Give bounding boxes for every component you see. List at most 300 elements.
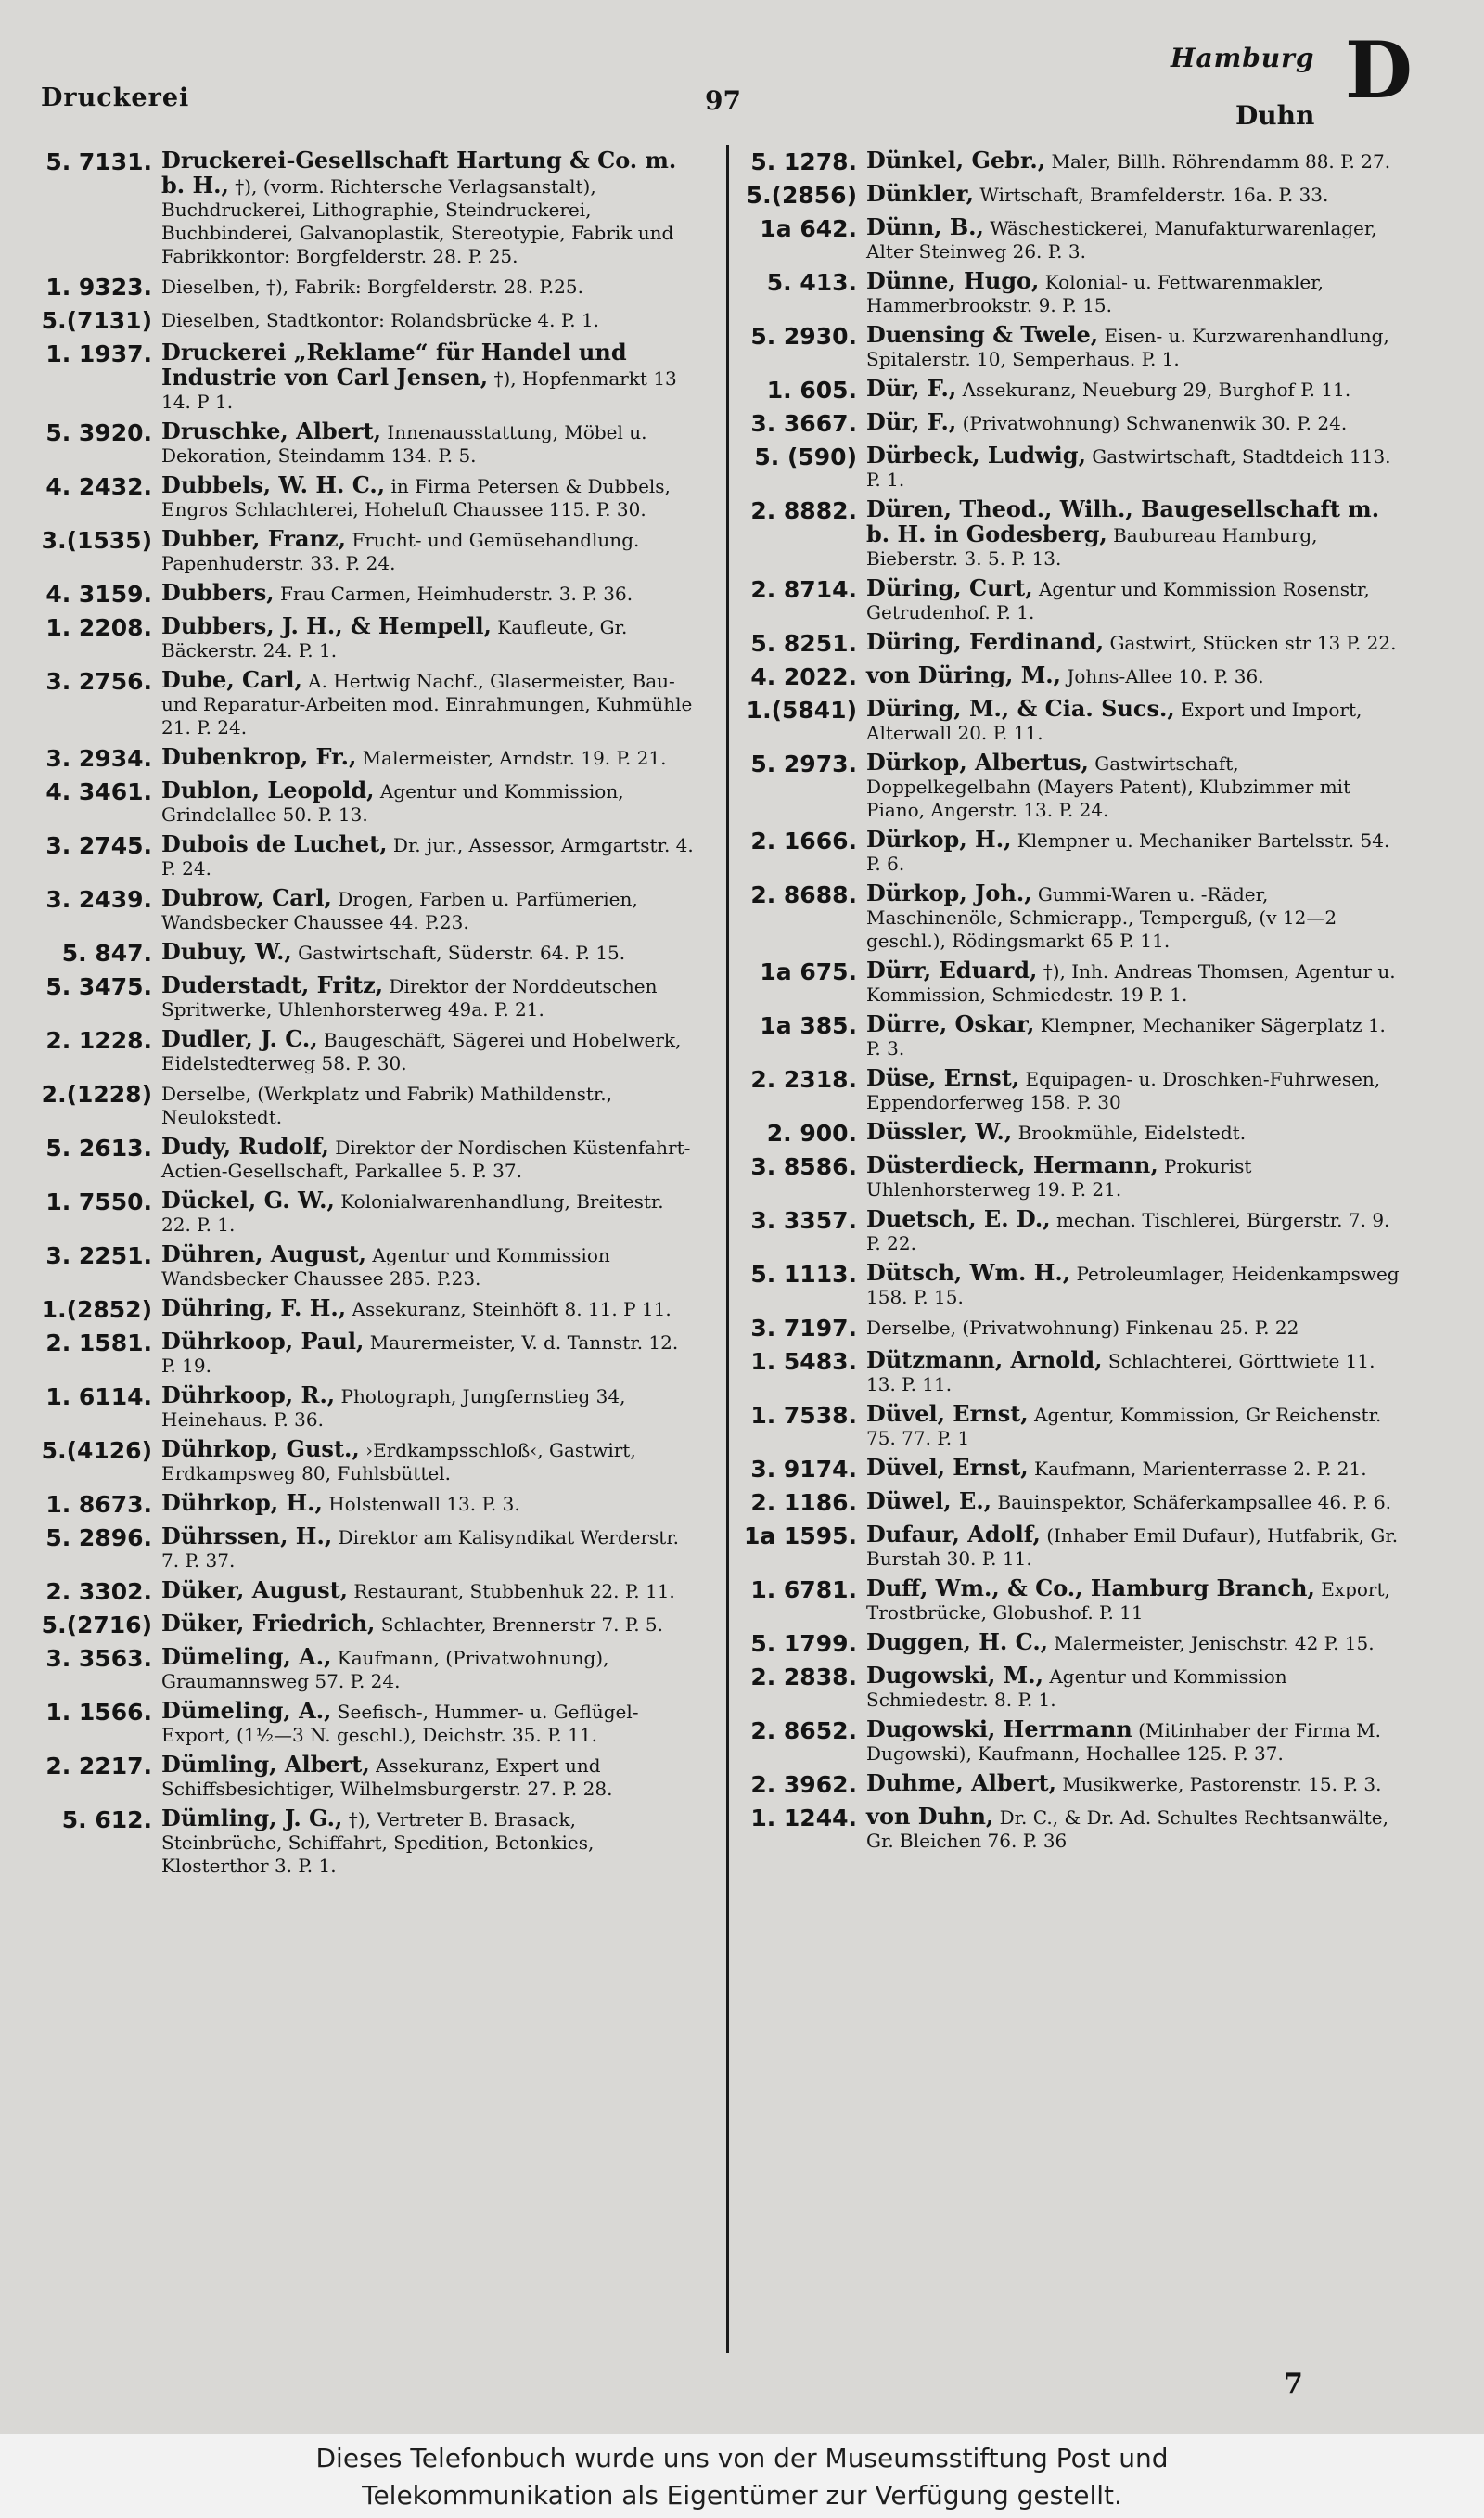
entry-text — [161, 778, 697, 827]
directory-entry — [37, 307, 697, 335]
phone-number: 3. 3667. — [750, 410, 857, 437]
phone-number: 3. 2439. — [45, 886, 152, 913]
subscriber-details: Dr. jur., Assessor, Armgartstr. 4. P. 24. — [161, 834, 694, 880]
phone-number: 5. 847. — [61, 940, 152, 967]
subscriber-details: Export, Trostbrücke, Globushof. P. 11 — [866, 1578, 1390, 1624]
subscriber-name: Dürkop, Albertus, — [866, 749, 1089, 776]
entry-text — [161, 1242, 697, 1291]
directory-entry — [37, 614, 697, 662]
entry-text — [866, 148, 1404, 176]
phone-number: 3. 2756. — [45, 668, 152, 695]
entry-text — [161, 1753, 697, 1801]
subscriber-details: Agentur und Kommission Rosenstr, Getrudenhof. P. 1. — [866, 578, 1370, 623]
subscriber-name: Dührssen, H., — [161, 1522, 333, 1549]
phone-number: 3. 2251. — [45, 1242, 152, 1269]
subscriber-details: †), Hopfenmarkt 13 14. P 1. — [161, 367, 677, 413]
subscriber-details: Assekuranz, Steinhöft 8. 11. P 11. — [352, 1298, 672, 1320]
directory-entry — [37, 1242, 697, 1291]
phone-number: 3. 3563. — [45, 1645, 152, 1672]
subscriber-name: Dudy, Rudolf, — [161, 1133, 329, 1160]
subscriber-name: Dürr, Eduard, — [866, 957, 1038, 983]
entry-text — [161, 419, 697, 468]
subscriber-details: Wirtschaft, Bramfelderstr. 16a. P. 33. — [979, 184, 1329, 206]
subscriber-name: Dünne, Hugo, — [866, 267, 1040, 294]
subscriber-name: Dützmann, Arnold, — [866, 1346, 1103, 1373]
subscriber-details: mechan. Tischlerei, Bürgerstr. 7. 9. P. 22. — [866, 1209, 1390, 1254]
phone-number: 5.(2716) — [41, 1612, 152, 1638]
phone-number: 5.(7131) — [41, 307, 152, 334]
entry-text — [161, 1296, 697, 1324]
phone-number: 5. 8251. — [750, 630, 857, 657]
phone-number: 5. 3475. — [45, 973, 152, 1000]
directory-entry — [37, 1330, 697, 1378]
directory-entry — [742, 751, 1404, 822]
entry-text — [866, 1153, 1404, 1201]
phone-number: 2. 2217. — [45, 1753, 152, 1779]
phone-number: 5. 612. — [61, 1806, 152, 1833]
phone-number: 2. 3302. — [45, 1578, 152, 1605]
subscriber-details: Dieselben, †), Fabrik: Borgfelderstr. 28. P.25. — [161, 276, 583, 298]
phone-number: 1. 1244. — [750, 1805, 857, 1831]
subscriber-details: Gummi-Waren u. -Räder, Maschinenöle, Schmierapp., Temperguß, (v 12—2 geschl.), Rödingsmarkt 65 P. 11. — [866, 883, 1337, 952]
phone-number: 3. 8586. — [750, 1153, 857, 1180]
entry-text — [866, 1207, 1404, 1255]
directory-entry — [37, 148, 697, 268]
footer-page-mark: 7 — [1284, 2368, 1303, 2400]
phone-number: 2. 8688. — [750, 881, 857, 908]
entry-text — [161, 973, 697, 1021]
entry-text — [161, 745, 697, 773]
entry-text — [866, 576, 1404, 624]
subscriber-details: Schlachterei, Görttwiete 11. 13. P. 11. — [866, 1350, 1375, 1395]
subscriber-details: Petroleumlager, Heidenkampsweg 158. P. 15. — [866, 1263, 1400, 1308]
directory-entry — [37, 527, 697, 575]
entry-text — [161, 1699, 697, 1747]
phone-number: 5. 3920. — [45, 419, 152, 446]
subscriber-name: Dühren, August, — [161, 1240, 367, 1267]
phone-number: 2. 1228. — [45, 1027, 152, 1054]
ownership-caption — [0, 2434, 1484, 2518]
phone-number: 5. 7131. — [45, 148, 152, 175]
entry-text — [161, 148, 697, 268]
entry-text — [161, 940, 697, 968]
subscriber-details: Baugeschäft, Sägerei und Hobelwerk, Eidelstedterweg 58. P. 30. — [161, 1029, 682, 1074]
subscriber-details: Klempner, Mechaniker Sägerplatz 1. P. 3. — [866, 1014, 1386, 1060]
subscriber-details: Seefisch-, Hummer- u. Geflügel-Export, (1½—3 N. geschl.), Deichstr. 35. P. 11. — [161, 1701, 639, 1746]
subscriber-details: Kaufleute, Gr. Bäckerstr. 24. P. 1. — [161, 616, 628, 662]
phone-number: 5.(4126) — [41, 1437, 152, 1464]
phone-number: 5. 1113. — [750, 1261, 857, 1288]
phone-number: 2. 1186. — [750, 1489, 857, 1516]
entry-text — [161, 1437, 697, 1485]
subscriber-name: Düvel, Ernst, — [866, 1400, 1029, 1427]
phone-number: 5. 413. — [766, 269, 857, 296]
subscriber-name: Düren, Theod., Wilh., Baugesellschaft m. b. H. in Godesberg, — [866, 495, 1380, 547]
directory-entry — [742, 1576, 1404, 1625]
subscriber-details: †), Inh. Andreas Thomsen, Agentur u. Kommission, Schmiedestr. 19 P. 1. — [866, 960, 1396, 1006]
phone-number: 2. 8714. — [750, 576, 857, 603]
subscriber-details: Kolonialwarenhandlung, Breitestr. 22. P. 1. — [161, 1190, 664, 1236]
subscriber-details: Equipagen- u. Droschken-Fuhrwesen, Eppendorferweg 158. P. 30 — [866, 1068, 1381, 1113]
subscriber-details: †), Vertreter B. Brasack, Steinbrüche, Schiffahrt, Spedition, Betonkies, Klosterthor 3. P. 1. — [161, 1808, 595, 1877]
directory-entry — [37, 1753, 697, 1801]
page-number: 97 — [705, 85, 741, 116]
subscriber-details: Gastwirtschaft, Doppelkegelbahn (Mayers Patent), Klubzimmer mit Piano, Angerstr. 13. P. 24. — [866, 752, 1351, 821]
directory-entry — [37, 1081, 697, 1129]
directory-entry — [37, 581, 697, 609]
directory-entry — [742, 1456, 1404, 1484]
subscriber-name: Düvel, Ernst, — [866, 1454, 1029, 1481]
phone-number: 3. 3357. — [750, 1207, 857, 1234]
entry-text — [866, 1664, 1404, 1712]
subscriber-name: Düker, August, — [161, 1576, 349, 1603]
directory-entry — [742, 1771, 1404, 1799]
subscriber-name: Dünkler, — [866, 180, 974, 207]
directory-entry — [742, 410, 1404, 438]
subscriber-name: Dütsch, Wm. H., — [866, 1259, 1071, 1286]
phone-number: 1. 7550. — [45, 1188, 152, 1215]
directory-entry — [742, 1315, 1404, 1343]
entry-text — [161, 1188, 697, 1237]
directory-entry — [37, 745, 697, 773]
subscriber-details: Kaufmann, Marienterrasse 2. P. 21. — [1034, 1458, 1367, 1480]
phone-number: 5. 2930. — [750, 323, 857, 350]
entry-text — [161, 832, 697, 880]
subscriber-name: Dühring, F. H., — [161, 1294, 347, 1321]
directory-entry — [37, 1188, 697, 1237]
subscriber-name: Düssler, W., — [866, 1118, 1013, 1145]
subscriber-details: Holstenwall 13. P. 3. — [328, 1493, 520, 1515]
subscriber-details: Musikwerke, Pastorenstr. 15. P. 3. — [1062, 1773, 1382, 1795]
subscriber-name: Dür, F., — [866, 375, 957, 402]
entry-text — [161, 1330, 697, 1378]
entry-text — [866, 828, 1404, 876]
subscriber-details: Brookmühle, Eidelstedt. — [1017, 1122, 1247, 1144]
entry-text — [866, 323, 1404, 371]
subscriber-name: Dür, F., — [866, 408, 957, 435]
city-header: Hamburg — [1171, 43, 1315, 73]
subscriber-details: Klempner u. Mechaniker Bartelsstr. 54. P. 6. — [866, 829, 1390, 875]
phone-number: 5. (590) — [754, 443, 857, 470]
phone-number: 1. 2208. — [45, 614, 152, 641]
subscriber-name: Dugowski, Herrmann — [866, 1715, 1132, 1742]
directory-entry — [37, 1027, 697, 1075]
phone-number: 5. 1799. — [750, 1630, 857, 1657]
entry-text — [866, 215, 1404, 263]
phone-number: 2. 1581. — [45, 1330, 152, 1356]
directory-entry — [742, 182, 1404, 210]
phone-number: 1. 5483. — [750, 1348, 857, 1375]
phone-number: 1.(2852) — [41, 1296, 152, 1323]
phone-number: 1. 6781. — [750, 1576, 857, 1603]
subscriber-details: Export und Import, Alterwall 20. P. 11. — [866, 699, 1362, 744]
phone-number: 5.(2856) — [746, 182, 857, 209]
subscriber-name: Dube, Carl, — [161, 666, 302, 693]
directory-entry — [742, 1717, 1404, 1766]
directory-entry — [742, 1489, 1404, 1517]
phone-number: 3. 2934. — [45, 745, 152, 772]
directory-entry — [37, 1296, 697, 1324]
entry-text — [161, 274, 697, 302]
subscriber-name: Dührkoop, R., — [161, 1381, 336, 1408]
subscriber-name: Duhme, Albert, — [866, 1769, 1056, 1796]
subscriber-name: Dubbers, J. H., & Hempell, — [161, 612, 492, 639]
directory-entry — [742, 1522, 1404, 1571]
subscriber-name: Dürkop, H., — [866, 826, 1012, 853]
phone-number: 1a 1595. — [743, 1522, 857, 1549]
subscriber-details: Baubureau Hamburg, Bieberstr. 3. 5. P. 13. — [866, 524, 1318, 570]
directory-entry — [37, 1645, 697, 1693]
entry-text — [161, 886, 697, 934]
subscriber-details: (Inhaber Emil Dufaur), Hutfabrik, Gr. Burstah 30. P. 11. — [866, 1524, 1399, 1570]
directory-entry — [37, 1491, 697, 1519]
directory-entry — [742, 1261, 1404, 1309]
entry-text — [866, 1348, 1404, 1396]
subscriber-name: Dümling, J. G., — [161, 1805, 343, 1831]
entry-text — [161, 473, 697, 521]
subscriber-name: Dufaur, Adolf, — [866, 1521, 1041, 1548]
subscriber-name: Dümeling, A., — [161, 1643, 332, 1670]
entry-text — [866, 1522, 1404, 1571]
directory-entry — [37, 1612, 697, 1639]
entry-text — [866, 377, 1404, 405]
directory-entry — [37, 340, 697, 414]
subscriber-details: Malermeister, Arndstr. 19. P. 21. — [362, 747, 667, 769]
directory-entry — [37, 1437, 697, 1485]
entry-text — [866, 1012, 1404, 1060]
caption-line-2: Telekommunikation als Eigentümer zur Verfügung gestellt. — [362, 2480, 1122, 2511]
subscriber-name: Düring, Curt, — [866, 574, 1033, 601]
phone-number: 3. 7197. — [750, 1315, 857, 1342]
directory-entry — [742, 881, 1404, 953]
subscriber-details: Photograph, Jungfernstieg 34, Heinehaus. P. 36. — [161, 1385, 626, 1431]
phone-number: 5. 2973. — [750, 751, 857, 777]
phone-number: 2. 8882. — [750, 497, 857, 524]
subscriber-details: Johns-Allee 10. P. 36. — [1067, 665, 1264, 687]
phone-number: 2.(1228) — [41, 1081, 152, 1108]
subscriber-name: Duff, Wm., & Co., Hamburg Branch, — [866, 1574, 1315, 1601]
directory-entry — [742, 443, 1404, 492]
subscriber-name: Dubrow, Carl, — [161, 884, 332, 911]
caption-line-1: Dieses Telefonbuch wurde uns von der Museumsstiftung Post und — [315, 2443, 1169, 2473]
subscriber-details: Gastwirtschaft, Süderstr. 64. P. 15. — [298, 942, 626, 964]
subscriber-name: Druckerei-Gesellschaft Hartung & Co. m. b. H., — [161, 147, 677, 199]
phone-number: 5. 2896. — [45, 1524, 152, 1551]
entry-text — [866, 410, 1404, 438]
entry-text — [161, 1645, 697, 1693]
directory-entry — [742, 1630, 1404, 1658]
subscriber-name: Düse, Ernst, — [866, 1064, 1020, 1091]
entry-text — [866, 1315, 1404, 1343]
section-header: Druckerei — [41, 84, 190, 112]
phone-number: 1. 605. — [766, 377, 857, 404]
subscriber-details: ›Erdkampsschloß‹, Gastwirt, Erdkampsweg 80, Fuhlsbüttel. — [161, 1439, 636, 1484]
subscriber-details: (Privatwohnung) Schwanenwik 30. P. 24. — [962, 412, 1348, 434]
subscriber-details: Maurermeister, V. d. Tannstr. 12. P. 19. — [161, 1331, 679, 1377]
subscriber-name: Dührkoop, Paul, — [161, 1328, 365, 1355]
entry-text — [866, 1576, 1404, 1625]
left-column — [37, 148, 697, 1883]
subscriber-name: Dudler, J. C., — [161, 1025, 318, 1052]
phone-number: 4. 2022. — [750, 663, 857, 690]
phone-number: 1. 1566. — [45, 1699, 152, 1726]
directory-entry — [37, 1524, 697, 1573]
subscriber-details: Derselbe, (Privatwohnung) Finkenau 25. P. 22 — [866, 1317, 1299, 1339]
phone-number: 1.(5841) — [746, 697, 857, 724]
subscriber-name: Dümling, Albert, — [161, 1751, 370, 1778]
subscriber-details: Direktor der Nordischen Küstenfahrt-Actien-Gesellschaft, Parkallee 5. P. 37. — [161, 1137, 691, 1182]
subscriber-name: Duensing & Twele, — [866, 321, 1099, 348]
subscriber-details: (Mitinhaber der Firma M. Dugowski), Kaufmann, Hochallee 125. P. 37. — [866, 1719, 1381, 1765]
subscriber-details: Frau Carmen, Heimhuderstr. 3. P. 36. — [279, 583, 633, 605]
entry-text — [161, 1383, 697, 1432]
directory-entry — [37, 886, 697, 934]
subscriber-details: Gastwirtschaft, Stadtdeich 113. P. 1. — [866, 445, 1391, 491]
subscriber-name: Düsterdieck, Hermann, — [866, 1151, 1158, 1178]
subscriber-details: Agentur, Kommission, Gr Reichenstr. 75. 77. P. 1 — [866, 1404, 1382, 1449]
directory-entry — [37, 668, 697, 739]
directory-entry — [742, 1402, 1404, 1450]
directory-entry — [742, 1805, 1404, 1853]
phone-number: 4. 3159. — [45, 581, 152, 608]
entry-text — [161, 1027, 697, 1075]
phone-number: 3. 2745. — [45, 832, 152, 859]
subscriber-details: †), (vorm. Richtersche Verlagsanstalt), Buchdruckerei, Lithographie, Steindruckerei, Buchbinderei, Galvanoplastik, Stereotypie, Fabrik und Fabrikkontor: Borgfelderstr. 28. P. 25. — [161, 175, 674, 267]
directory-entry — [37, 832, 697, 880]
subscriber-details: Dr. C., & Dr. Ad. Schultes Rechtsanwälte, Gr. Bleichen 76. P. 36 — [866, 1806, 1388, 1852]
subscriber-details: Dieselben, Stadtkontor: Rolandsbrücke 4. P. 1. — [161, 309, 600, 331]
subscriber-name: Düring, M., & Cia. Sucs., — [866, 695, 1175, 722]
entry-text — [161, 1081, 697, 1129]
entry-text — [866, 1456, 1404, 1484]
directory-entry — [742, 1012, 1404, 1060]
directory-entry — [37, 940, 697, 968]
subscriber-name: Duggen, H. C., — [866, 1628, 1049, 1655]
subscriber-details: Agentur und Kommission Wandsbecker Chaussee 285. P.23. — [161, 1244, 610, 1290]
directory-entry — [37, 274, 697, 302]
subscriber-details: Gastwirt, Stücken str 13 P. 22. — [1109, 632, 1397, 654]
phone-number: 4. 2432. — [45, 473, 152, 500]
subscriber-name: Duderstadt, Fritz, — [161, 971, 384, 998]
entry-text — [866, 881, 1404, 953]
directory-entry — [742, 1207, 1404, 1255]
directory-entry — [742, 497, 1404, 571]
phone-number: 1a 642. — [760, 215, 857, 242]
subscriber-details: Assekuranz, Neueburg 29, Burghof P. 11. — [962, 379, 1351, 401]
entry-text — [866, 1402, 1404, 1450]
phone-number: 4. 3461. — [45, 778, 152, 805]
directory-entry — [742, 630, 1404, 658]
subscriber-name: Dubuy, W., — [161, 938, 292, 965]
entry-text — [866, 751, 1404, 822]
subscriber-details: Prokurist Uhlenhorsterweg 19. P. 21. — [866, 1155, 1252, 1201]
subscriber-details: Agentur und Kommission Schmiedestr. 8. P. 1. — [866, 1665, 1287, 1711]
entry-text — [161, 1491, 697, 1519]
entry-text — [161, 307, 697, 335]
phone-number: 1. 7538. — [750, 1402, 857, 1429]
directory-entry — [742, 1066, 1404, 1114]
directory-entry — [742, 1664, 1404, 1712]
directory-entry — [742, 323, 1404, 371]
subscriber-name: Dubois de Luchet, — [161, 830, 388, 857]
directory-entry — [37, 1578, 697, 1606]
phone-number: 2. 900. — [766, 1120, 857, 1147]
subscriber-details: Bauinspektor, Schäferkampsallee 46. P. 6. — [997, 1491, 1392, 1513]
directory-entry — [742, 697, 1404, 745]
phone-number: 2. 2838. — [750, 1664, 857, 1690]
directory-entry — [37, 778, 697, 827]
right-column — [742, 148, 1404, 1858]
phone-number: 1. 1937. — [45, 340, 152, 367]
entry-text — [161, 1135, 697, 1183]
entry-text — [161, 1578, 697, 1606]
directory-entry — [37, 473, 697, 521]
subscriber-details: Assekuranz, Expert und Schiffsbesichtiger, Wilhelmsburgerstr. 27. P. 28. — [161, 1754, 613, 1800]
phone-number: 2. 3962. — [750, 1771, 857, 1798]
entry-text — [161, 1612, 697, 1639]
entry-text — [866, 958, 1404, 1007]
subscriber-name: von Düring, M., — [866, 662, 1061, 688]
entry-text — [866, 1805, 1404, 1853]
entry-text — [866, 1489, 1404, 1517]
entry-text — [161, 614, 697, 662]
subscriber-name: Dubbels, W. H. C., — [161, 471, 386, 498]
subscriber-name: Düker, Friedrich, — [161, 1610, 376, 1637]
entry-text — [161, 581, 697, 609]
subscriber-name: Dubbers, — [161, 579, 275, 606]
entry-text — [866, 697, 1404, 745]
entry-text — [161, 1806, 697, 1878]
phone-number: 3.(1535) — [41, 527, 152, 554]
subscriber-details: Kolonial- u. Fettwarenmakler, Hammerbrookstr. 9. P. 15. — [866, 271, 1324, 316]
subscriber-name: Dückel, G. W., — [161, 1187, 335, 1214]
entry-text — [866, 663, 1404, 691]
entry-text — [866, 443, 1404, 492]
phone-number: 1. 8673. — [45, 1491, 152, 1518]
subscriber-details: Agentur und Kommission, Grindelallee 50. P. 13. — [161, 780, 624, 826]
subscriber-details: Frucht- und Gemüsehandlung. Papenhuderstr. 33. P. 24. — [161, 529, 640, 574]
subscriber-name: Druckerei „Reklame“ für Handel und Industrie von Carl Jensen, — [161, 339, 627, 391]
directory-entry — [742, 377, 1404, 405]
subscriber-details: Malermeister, Jenischstr. 42 P. 15. — [1054, 1632, 1375, 1654]
entry-text — [866, 1771, 1404, 1799]
phone-number: 1a 385. — [760, 1012, 857, 1039]
entry-text — [866, 1066, 1404, 1114]
subscriber-name: Dubenkrop, Fr., — [161, 743, 357, 770]
range-end-header: Duhn — [1235, 100, 1315, 131]
directory-entry — [742, 1120, 1404, 1148]
phone-number: 5. 2613. — [45, 1135, 152, 1162]
entry-text — [866, 497, 1404, 571]
directory-entry — [742, 215, 1404, 263]
subscriber-details: Wäschestickerei, Manufakturwarenlager, Alter Steinweg 26. P. 3. — [866, 217, 1377, 263]
subscriber-name: Dürkop, Joh., — [866, 880, 1032, 906]
phone-number: 1a 675. — [760, 958, 857, 985]
subscriber-name: Dührkop, Gust., — [161, 1435, 360, 1462]
phone-number: 2. 1666. — [750, 828, 857, 854]
subscriber-name: Dugowski, M., — [866, 1662, 1043, 1689]
entry-text — [161, 1524, 697, 1573]
subscriber-details: Direktor am Kalisyndikat Werderstr. 7. P. 37. — [161, 1526, 680, 1572]
subscriber-details: Drogen, Farben u. Parfümerien, Wandsbecker Chaussee 44. P.23. — [161, 888, 638, 933]
phone-number: 3. 9174. — [750, 1456, 857, 1483]
entry-text — [866, 1630, 1404, 1658]
subscriber-name: Dührkop, H., — [161, 1489, 323, 1516]
directory-entry — [742, 576, 1404, 624]
phone-number: 1. 9323. — [45, 274, 152, 301]
directory-entry — [742, 663, 1404, 691]
subscriber-name: von Duhn, — [866, 1803, 994, 1830]
